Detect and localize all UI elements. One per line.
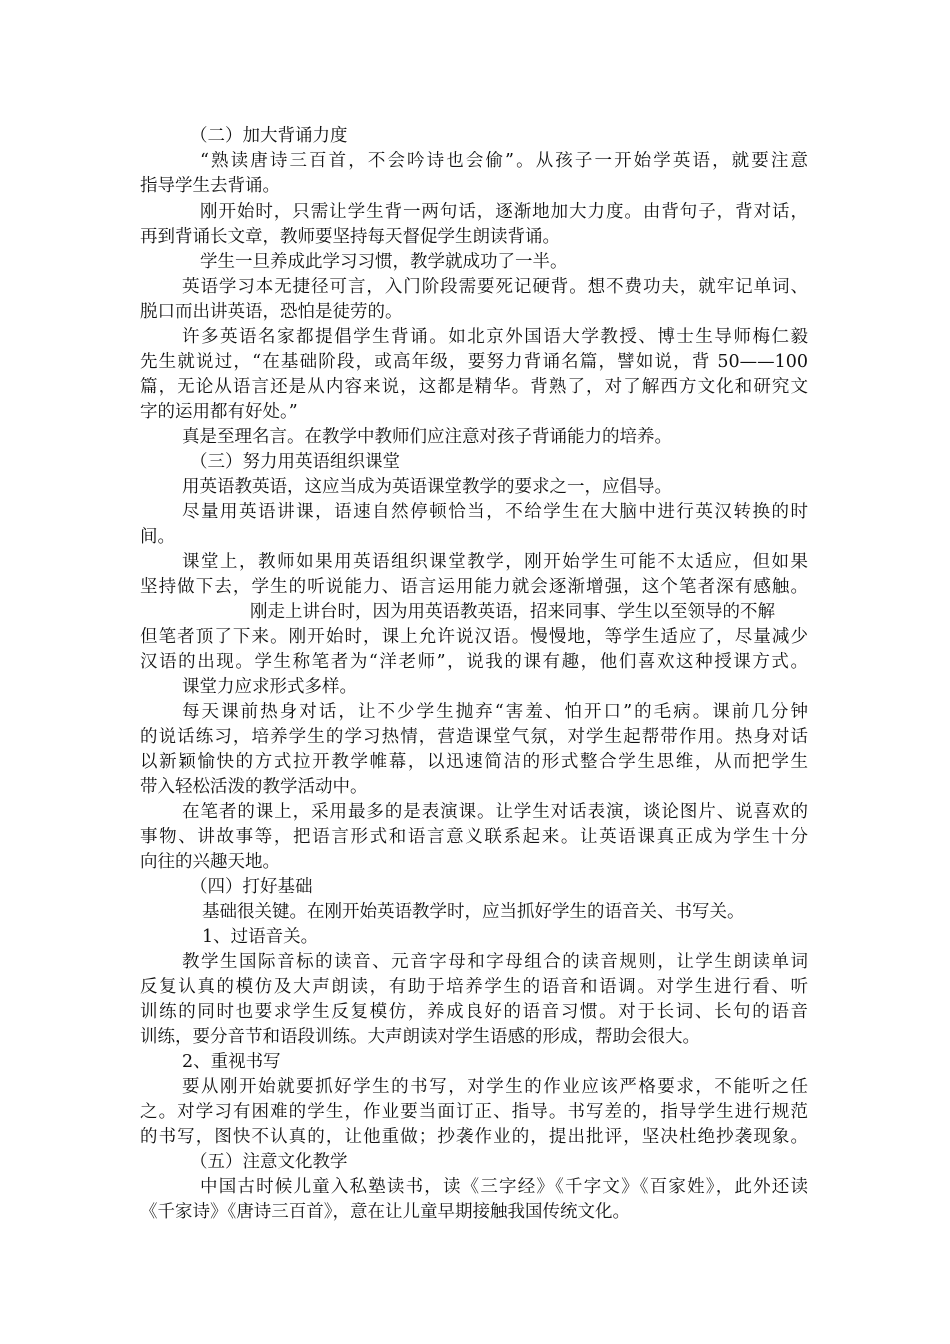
- paragraph-line: 许多英语名家都提倡学生背诵。如北京外国语大学教授、博士生导师梅仁毅: [182, 327, 808, 347]
- paragraph-line: 反复认真的模仿及大声朗读，有助于培养学生的语音和语调。对学生进行看、听: [140, 977, 808, 997]
- paragraph-line: 脱口而出讲英语，恐怕是徒劳的。: [140, 302, 403, 322]
- subheading-2: 2、重视书写: [182, 1052, 281, 1072]
- paragraph-line: 汉语的出现。学生称笔者为“洋老师”，说我的课有趣，他们喜欢这种授课方式。: [140, 652, 808, 672]
- paragraph-line: 再到背诵长文章，教师要坚持每天督促学生朗读背诵。: [140, 227, 560, 247]
- paragraph-line: 学生一旦养成此学习习惯，教学就成功了一半。: [200, 252, 568, 272]
- paragraph-line: 先生就说过，“在基础阶段，或高年级，要努力背诵名篇，譬如说，背 50——100: [140, 352, 808, 372]
- paragraph-line: 指导学生去背诵。: [140, 176, 280, 196]
- paragraph-line: 但笔者顶了下来。刚开始时，课上允许说汉语。慢慢地，等学生适应了，尽量减少: [140, 627, 808, 647]
- paragraph-line: 在笔者的课上，采用最多的是表演课。让学生对话表演，谈论图片、说喜欢的: [182, 802, 808, 822]
- paragraph-line: 向往的兴趣天地。: [140, 852, 280, 872]
- paragraph-line: 的书写，图快不认真的，让他重做；抄袭作业的，提出批评，坚决杜绝抄袭现象。: [140, 1127, 808, 1147]
- paragraph-line: 刚走上讲台时，因为用英语教英语，招来同事、学生以至领导的不解: [250, 602, 775, 622]
- paragraph-line: 训练，要分音节和语段训练。大声朗读对学生语感的形成，帮助会很大。: [140, 1027, 700, 1047]
- paragraph-line: 以新颖愉快的方式拉开教学帷幕，以迅速简洁的形式整合学生思维，从而把学生: [140, 752, 808, 772]
- paragraph-line: 的说话练习，培养学生的学习热情，营造课堂气氛，对学生起帮带作用。热身对话: [140, 727, 808, 747]
- paragraph-line: 每天课前热身对话，让不少学生抛弃“害羞、怕开口”的毛病。课前几分钟: [182, 702, 808, 722]
- paragraph-line: 教学生国际音标的读音、元音字母和字母组合的读音规则，让学生朗读单词: [182, 952, 808, 972]
- paragraph-line: 篇，无论从语言还是从内容来说，这都是精华。背熟了，对了解西方文化和研究文: [140, 377, 808, 397]
- paragraph-line: 课堂上，教师如果用英语组织课堂教学，刚开始学生可能不太适应，但如果: [182, 552, 808, 572]
- paragraph-line: 《千家诗》《唐诗三百首》，意在让儿童早期接触我国传统文化。: [140, 1202, 630, 1222]
- paragraph-line: 训练的同时也要求学生反复模仿，养成良好的语音习惯。对于长词、长句的语音: [140, 1002, 808, 1022]
- paragraph-line: 基础很关键。在刚开始英语教学时，应当抓好学生的语音关、书写关。: [202, 902, 745, 922]
- paragraph-line: 带入轻松活泼的教学活动中。: [140, 777, 368, 797]
- heading-section-2: （二）加大背诵力度: [190, 126, 348, 146]
- paragraph-line: 要从刚开始就要抓好学生的书写，对学生的作业应该严格要求，不能听之任: [182, 1077, 808, 1097]
- paragraph-line: 真是至理名言。在教学中教师们应注意对孩子背诵能力的培养。: [182, 427, 672, 447]
- paragraph-line: 中国古时候儿童入私塾读书，读《三字经》《千字文》《百家姓》，此外还读: [200, 1177, 808, 1197]
- paragraph-line: “熟读唐诗三百首，不会吟诗也会偷”。从孩子一开始学英语，就要注意: [200, 151, 808, 171]
- paragraph-line: 刚开始时，只需让学生背一两句话，逐渐地加大力度。由背句子，背对话，: [200, 202, 808, 222]
- heading-section-5: （五）注意文化教学: [190, 1152, 348, 1172]
- paragraph-line: 坚持做下去，学生的听说能力、语言运用能力就会逐渐增强，这个笔者深有感触。: [140, 577, 808, 597]
- paragraph-line: 之。对学习有困难的学生，作业要当面订正、指导。书写差的，指导学生进行规范: [140, 1102, 808, 1122]
- paragraph-line: 课堂力应求形式多样。: [182, 677, 357, 697]
- paragraph-line: 事物、讲故事等，把语言形式和语言意义联系起来。让英语课真正成为学生十分: [140, 827, 808, 847]
- paragraph-line: 字的运用都有好处。”: [140, 402, 298, 422]
- subheading-1: 1、过语音关。: [202, 927, 319, 947]
- heading-section-3: （三）努力用英语组织课堂: [190, 452, 400, 472]
- paragraph-line: 间。: [140, 527, 175, 547]
- paragraph-line: 用英语教英语，这应当成为英语课堂教学的要求之一，应倡导。: [182, 477, 672, 497]
- paragraph-line: 尽量用英语讲课，语速自然停顿恰当，不给学生在大脑中进行英汉转换的时: [182, 502, 808, 522]
- heading-section-4: （四）打好基础: [190, 877, 313, 897]
- paragraph-line: 英语学习本无捷径可言，入门阶段需要死记硬背。想不费功夫，就牢记单词、: [182, 277, 808, 297]
